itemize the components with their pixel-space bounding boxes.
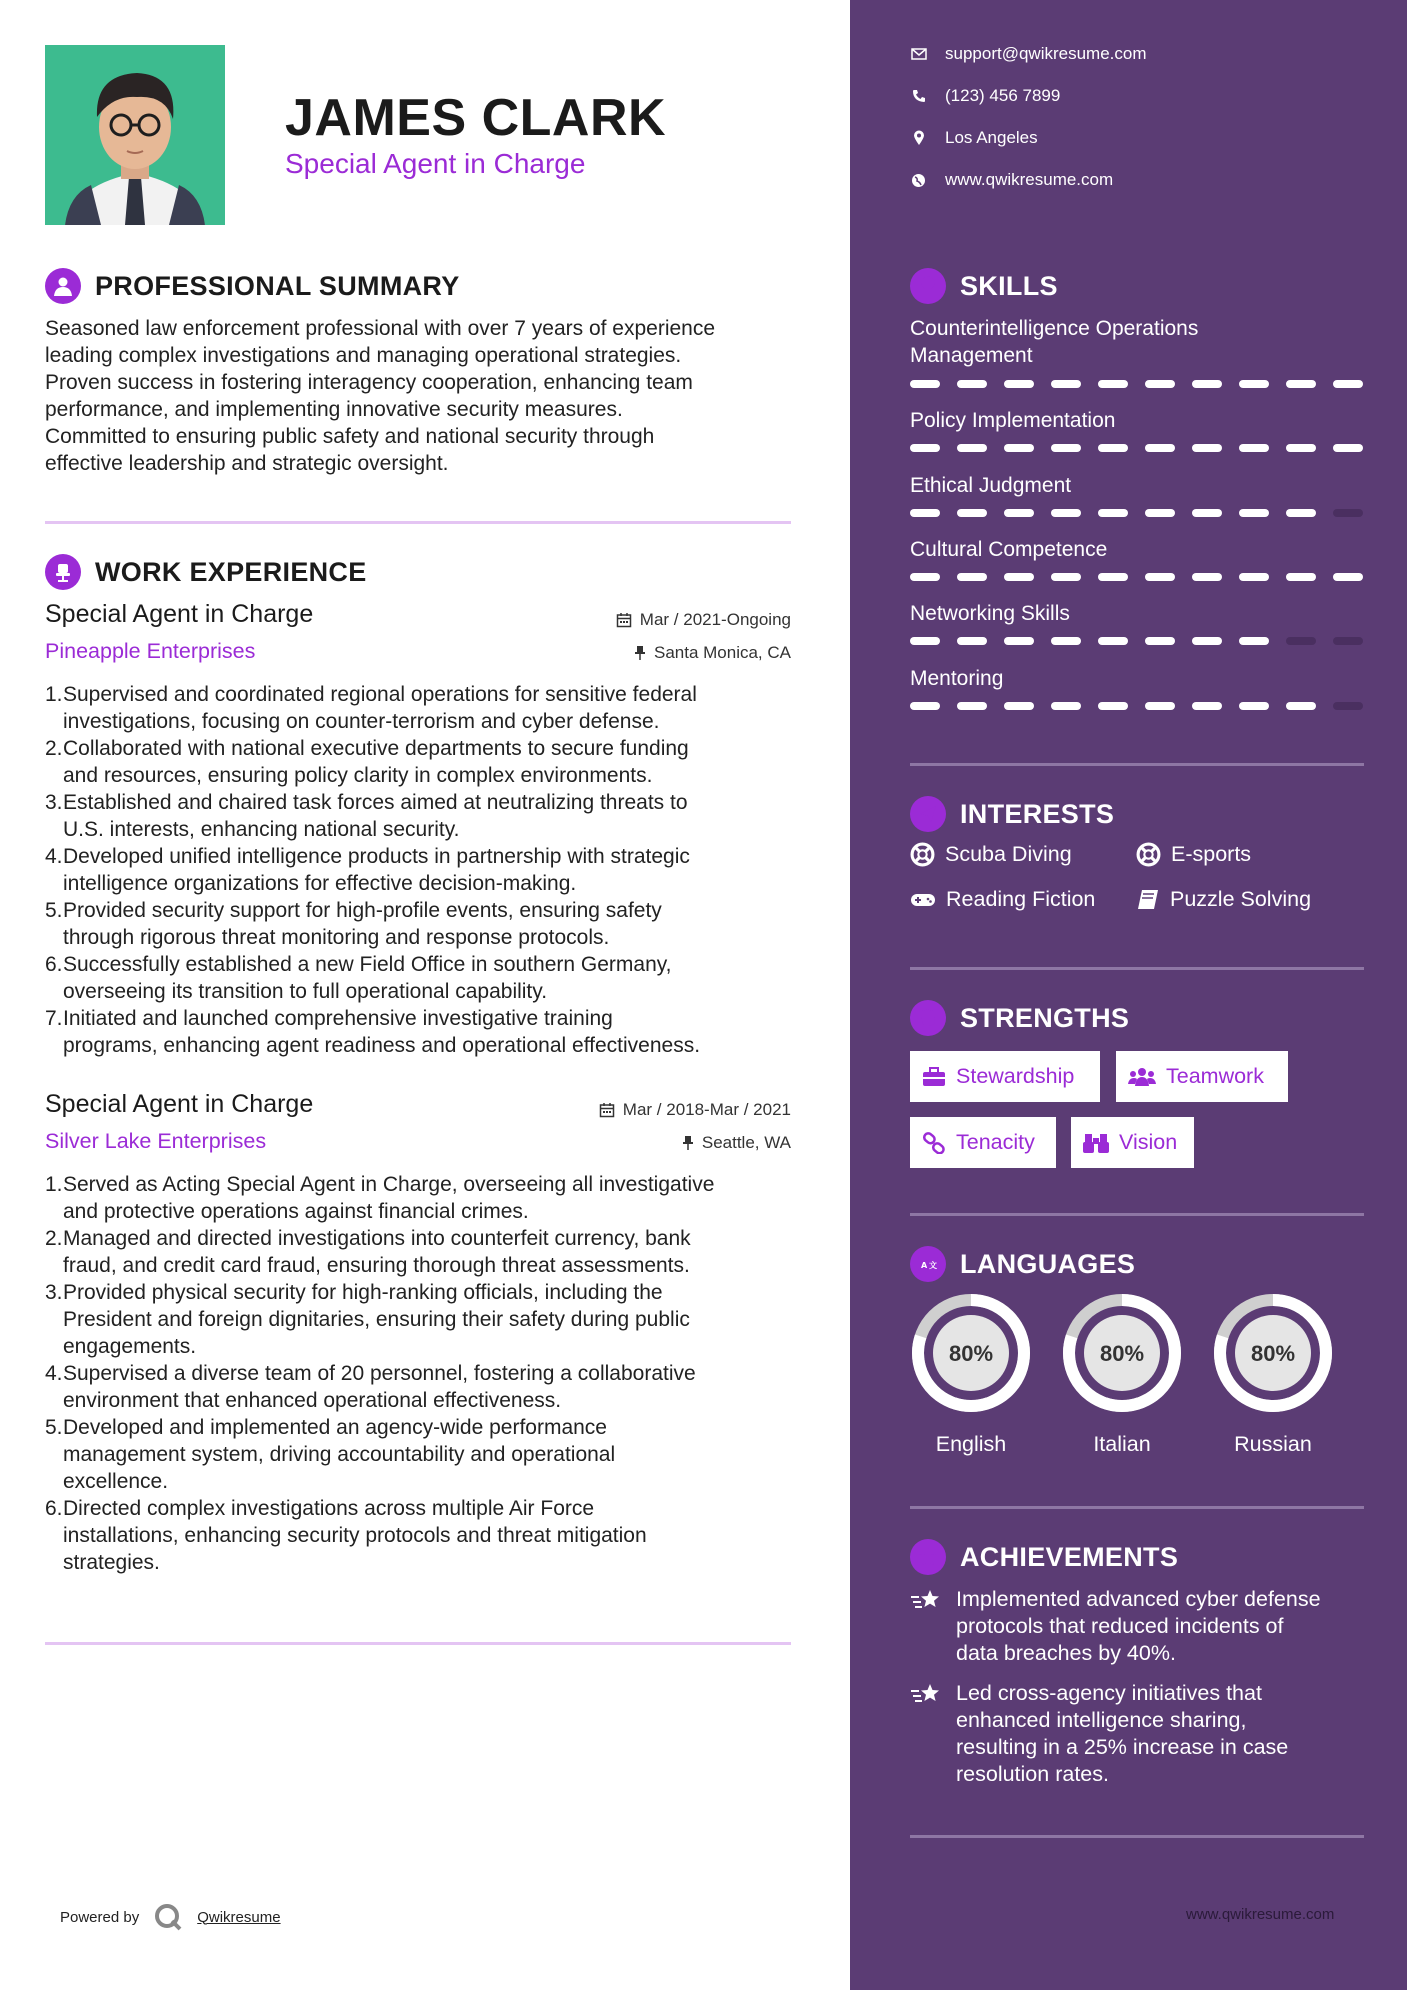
skill-dot-filled	[1004, 702, 1034, 710]
summary-line: performance, and implementing innovative security measures.	[45, 398, 623, 421]
list-item: 7. Initiated and launched comprehensive investigative training programs, enhancing agent readiness and operational effectiveness.	[45, 1007, 701, 1057]
list-item: 3. Established and chaired task forces aimed at neutralizing threats to U.S. interests, enhancing national security.	[45, 791, 688, 841]
skill-name	[910, 315, 1360, 369]
envelope-icon	[910, 48, 927, 60]
phone-icon	[910, 89, 927, 103]
interests-heading	[910, 796, 1114, 832]
skill-dot-filled	[1286, 573, 1316, 581]
skill-name: Mentoring	[910, 667, 1004, 690]
skill-dot-filled	[1239, 702, 1269, 710]
strengths-heading	[910, 1000, 1129, 1036]
skill-dot-filled	[1051, 637, 1081, 645]
skill-dot-filled	[1004, 380, 1034, 388]
map-marker-icon	[910, 130, 927, 146]
contact-email[interactable]	[910, 44, 1147, 64]
skill-dot-filled	[957, 637, 987, 645]
paper-plane-icon	[910, 796, 946, 832]
summary-text	[45, 315, 795, 477]
fist-icon	[910, 1000, 946, 1036]
job-responsibilities	[45, 681, 795, 1059]
skill-dot-filled	[1145, 573, 1175, 581]
skill-dot-filled	[1004, 509, 1034, 517]
skill-dot-empty	[1333, 702, 1363, 710]
contact-phone-text: (123) 456 7899	[945, 86, 1061, 105]
shooting-star-icon	[910, 1586, 944, 1667]
interest-item	[910, 842, 1072, 867]
skill-dot-filled	[1098, 444, 1128, 452]
languages-heading-label: LANGUAGES	[960, 1248, 1136, 1279]
skill-dot-filled	[1051, 573, 1081, 581]
skill-dot-filled	[1333, 444, 1363, 452]
skill-name: Policy Implementation	[910, 409, 1116, 432]
user-icon	[45, 268, 81, 304]
skill-dot-filled	[1286, 702, 1316, 710]
skill-dot-filled	[957, 573, 987, 581]
strength-badge	[1116, 1051, 1288, 1102]
list-item: 1. Served as Acting Special Agent in Charge, overseeing all investigative and protective operations against financial crimes.	[45, 1173, 715, 1223]
skill-dot-filled	[910, 444, 940, 452]
section-divider	[910, 763, 1364, 766]
contact-location	[910, 128, 1038, 148]
achievement-line: Implemented advanced cyber defense	[956, 1587, 1321, 1611]
skill-dot-filled	[1286, 380, 1316, 388]
skill-dot-filled	[957, 444, 987, 452]
interest-item	[1136, 842, 1251, 867]
achievement-line: data breaches by 40%.	[956, 1641, 1176, 1665]
language-item	[1061, 1292, 1183, 1457]
brand-link[interactable]: Qwikresume	[197, 1908, 281, 1926]
experience-heading-label: WORK EXPERIENCE	[95, 556, 367, 587]
skill-dot-empty	[1333, 637, 1363, 645]
pin-icon	[634, 645, 646, 661]
achievement-line: protocols that reduced incidents of	[956, 1614, 1284, 1638]
job-company: Pineapple Enterprises	[45, 639, 256, 663]
job-location-text: Seattle, WA	[701, 1133, 791, 1152]
strength-label: Tenacity	[956, 1130, 1035, 1154]
skill-dot-filled	[1004, 444, 1034, 452]
achievement-item	[910, 1586, 1321, 1667]
achievement-line: resulting in a 25% increase in case	[956, 1735, 1289, 1759]
skill-dot-filled	[910, 702, 940, 710]
footer-website[interactable]: www.qwikresume.com	[1186, 1906, 1335, 1923]
skill-dot-filled	[1145, 444, 1175, 452]
skill-level	[910, 573, 1363, 581]
achievement-line: enhanced intelligence sharing,	[956, 1708, 1247, 1732]
skill-name: Networking Skills	[910, 602, 1070, 625]
skills-heading	[910, 268, 1058, 304]
skill-dot-filled	[957, 509, 987, 517]
language-item	[910, 1292, 1032, 1457]
avatar-illustration	[45, 45, 225, 225]
language-progress-ring	[910, 1292, 1032, 1414]
interest-label: Puzzle Solving	[1170, 887, 1312, 911]
language-progress-ring	[1212, 1292, 1334, 1414]
link-icon	[922, 1132, 946, 1154]
skill-name-line: Management	[910, 344, 1033, 367]
calendar-icon	[599, 1102, 615, 1118]
section-divider	[910, 967, 1364, 970]
summary-heading-label: PROFESSIONAL SUMMARY	[95, 270, 460, 301]
pin-icon	[682, 1135, 694, 1151]
section-divider	[910, 1835, 1364, 1838]
skill-dot-filled	[1145, 637, 1175, 645]
skill-dot-filled	[1098, 380, 1128, 388]
job-company: Silver Lake Enterprises	[45, 1129, 267, 1153]
skill-dot-filled	[1145, 509, 1175, 517]
skill-dot-filled	[1239, 573, 1269, 581]
language-percent: 80%	[948, 1341, 994, 1366]
section-divider	[45, 1642, 791, 1645]
skill-dot-filled	[1192, 637, 1222, 645]
skill-level	[910, 444, 1363, 452]
job-dates-text: Mar / 2018-Mar / 2021	[622, 1100, 791, 1119]
job-location-text: Santa Monica, CA	[653, 643, 791, 662]
skill-dot-filled	[1098, 702, 1128, 710]
list-item: 2. Managed and directed investigations into counterfeit currency, bank fraud, and credit card fraud, ensuring thorough threat assessments.	[45, 1227, 691, 1277]
skill-dot-filled	[1239, 380, 1269, 388]
skill-level	[910, 509, 1363, 517]
skill-name: Ethical Judgment	[910, 474, 1072, 497]
skill-level	[910, 637, 1363, 645]
svg-text:A: A	[921, 1261, 928, 1270]
contact-phone[interactable]	[910, 86, 1060, 106]
strength-label: Teamwork	[1166, 1064, 1264, 1088]
language-icon	[910, 1246, 946, 1282]
summary-heading	[45, 268, 460, 304]
powered-by	[60, 1902, 281, 1932]
skill-dot-filled	[1239, 637, 1269, 645]
interests-heading-label: INTERESTS	[960, 798, 1115, 829]
language-name: Russian	[1234, 1432, 1312, 1456]
contact-website[interactable]	[910, 170, 1113, 190]
gamepad-icon	[910, 891, 936, 909]
list-item: 5. Provided security support for high-profile events, ensuring safety through rigorous threat monitoring and response protocols.	[45, 899, 662, 949]
skill-dot-filled	[910, 380, 940, 388]
contact-location-text: Los Angeles	[945, 128, 1038, 147]
skill-dot-filled	[1051, 380, 1081, 388]
interest-label: Scuba Diving	[945, 842, 1072, 866]
skill-dot-filled	[1192, 380, 1222, 388]
achievement-item	[910, 1680, 1288, 1788]
job-location	[682, 1133, 791, 1153]
job-responsibilities	[45, 1171, 795, 1576]
contact-email-text: support@qwikresume.com	[945, 44, 1147, 63]
summary-line: leading complex investigations and managing operational strategies.	[45, 344, 682, 367]
strength-label: Stewardship	[956, 1064, 1075, 1088]
skill-dot-filled	[1239, 444, 1269, 452]
strength-badge	[910, 1051, 1100, 1102]
skill-dot-filled	[1051, 509, 1081, 517]
skill-dot-filled	[1004, 637, 1034, 645]
book-icon	[1136, 889, 1160, 911]
lightbulb-icon	[910, 268, 946, 304]
skill-dot-filled	[1192, 509, 1222, 517]
skill-dot-filled	[1145, 380, 1175, 388]
strength-badge	[1071, 1117, 1194, 1168]
language-percent: 80%	[1099, 1341, 1145, 1366]
svg-text:文: 文	[929, 1261, 938, 1270]
achievements-heading	[910, 1539, 1178, 1575]
interest-label: Reading Fiction	[946, 887, 1096, 911]
list-item: 4. Supervised a diverse team of 20 personnel, fostering a collaborative environment that enhanced operational effectiveness.	[45, 1362, 696, 1412]
candidate-title: Special Agent in Charge	[285, 148, 586, 179]
powered-by-label: Powered by	[60, 1908, 140, 1926]
skill-dot-filled	[1239, 509, 1269, 517]
briefcase-icon	[922, 1067, 946, 1087]
language-item	[1212, 1292, 1334, 1457]
calendar-icon	[616, 612, 632, 628]
lifebuoy-icon	[1136, 842, 1161, 867]
strength-label: Vision	[1119, 1130, 1178, 1154]
language-percent: 80%	[1250, 1341, 1296, 1366]
list-item: 6. Directed complex investigations across multiple Air Force installations, enhancing security protocols and threat mitigation strategies.	[45, 1497, 647, 1574]
experience-heading	[45, 554, 367, 590]
contact-website-text: www.qwikresume.com	[945, 170, 1114, 189]
skill-dot-filled	[1051, 702, 1081, 710]
job-location	[634, 643, 791, 663]
skill-dot-filled	[910, 637, 940, 645]
job-dates	[616, 610, 791, 630]
job-dates-text: Mar / 2021-Ongoing	[639, 610, 791, 629]
job-title: Special Agent in Charge	[45, 600, 314, 628]
language-name: Italian	[1093, 1432, 1151, 1456]
binoculars-icon	[1083, 1132, 1109, 1154]
strength-badge	[910, 1117, 1056, 1168]
skill-dot-filled	[1145, 702, 1175, 710]
list-item: 5. Developed and implemented an agency-wide performance management system, driving accountability and operational excellence.	[45, 1416, 616, 1493]
users-icon	[1128, 1067, 1156, 1087]
interest-item	[1136, 887, 1311, 912]
skill-name-line: Counterintelligence Operations	[910, 317, 1199, 340]
list-item: 3. Provided physical security for high-ranking officials, including the President and foreign dignitaries, ensuring their safety during public engagements.	[45, 1281, 690, 1358]
chair-icon	[45, 554, 81, 590]
languages-heading	[910, 1246, 1135, 1282]
star-badge-icon	[910, 1539, 946, 1575]
qwikresume-logo-icon	[153, 1902, 183, 1932]
skill-dot-filled	[1051, 444, 1081, 452]
skill-level	[910, 702, 1363, 710]
skill-dot-filled	[957, 702, 987, 710]
candidate-name: JAMES CLARK	[285, 89, 667, 147]
summary-line: Seasoned law enforcement professional with over 7 years of experience	[45, 317, 716, 340]
skill-dot-filled	[1192, 444, 1222, 452]
section-divider	[45, 521, 791, 524]
strengths-heading-label: STRENGTHS	[960, 1002, 1130, 1033]
skill-dot-filled	[1098, 509, 1128, 517]
globe-icon	[910, 173, 927, 188]
interest-item	[910, 887, 1095, 912]
skill-dot-filled	[1192, 702, 1222, 710]
shooting-star-icon	[910, 1680, 944, 1788]
skill-dot-filled	[1286, 444, 1316, 452]
job-dates	[599, 1100, 791, 1120]
list-item: 6. Successfully established a new Field Office in southern Germany, overseeing its transition to full operational capability.	[45, 953, 672, 1003]
achievements-heading-label: ACHIEVEMENTS	[960, 1541, 1179, 1572]
section-divider	[910, 1506, 1364, 1509]
profile-photo	[45, 45, 225, 225]
skills-heading-label: SKILLS	[960, 270, 1058, 301]
skill-dot-filled	[1098, 637, 1128, 645]
achievement-line: Led cross-agency initiatives that	[956, 1681, 1262, 1705]
skill-dot-empty	[1286, 637, 1316, 645]
list-item: 4. Developed unified intelligence products in partnership with strategic intelligence organizations for effective decision-making.	[45, 845, 690, 895]
summary-line: effective leadership and strategic oversight.	[45, 452, 449, 475]
skill-name: Cultural Competence	[910, 538, 1108, 561]
skill-dot-empty	[1333, 509, 1363, 517]
summary-line: Committed to ensuring public safety and national security through	[45, 425, 655, 448]
skill-dot-filled	[1098, 573, 1128, 581]
skill-dot-filled	[1286, 509, 1316, 517]
language-name: English	[935, 1432, 1007, 1456]
section-divider	[910, 1213, 1364, 1216]
achievement-line: resolution rates.	[956, 1762, 1109, 1786]
skill-dot-filled	[1333, 380, 1363, 388]
skill-dot-filled	[957, 380, 987, 388]
job-title: Special Agent in Charge	[45, 1090, 314, 1118]
interest-label: E-sports	[1171, 842, 1252, 866]
skill-dot-filled	[1004, 573, 1034, 581]
list-item: 1. Supervised and coordinated regional operations for sensitive federal investigations, focusing on counter-terrorism and cyber defense.	[45, 683, 697, 733]
skill-dot-filled	[910, 573, 940, 581]
summary-line: Proven success in fostering interagency cooperation, enhancing team	[45, 371, 693, 394]
skill-level	[910, 380, 1363, 388]
skill-dot-filled	[1333, 573, 1363, 581]
lifebuoy-icon	[910, 842, 935, 867]
list-item: 2. Collaborated with national executive departments to secure funding and resources, ensuring policy clarity in complex environments.	[45, 737, 689, 787]
skill-dot-filled	[910, 509, 940, 517]
language-progress-ring	[1061, 1292, 1183, 1414]
skill-dot-filled	[1192, 573, 1222, 581]
